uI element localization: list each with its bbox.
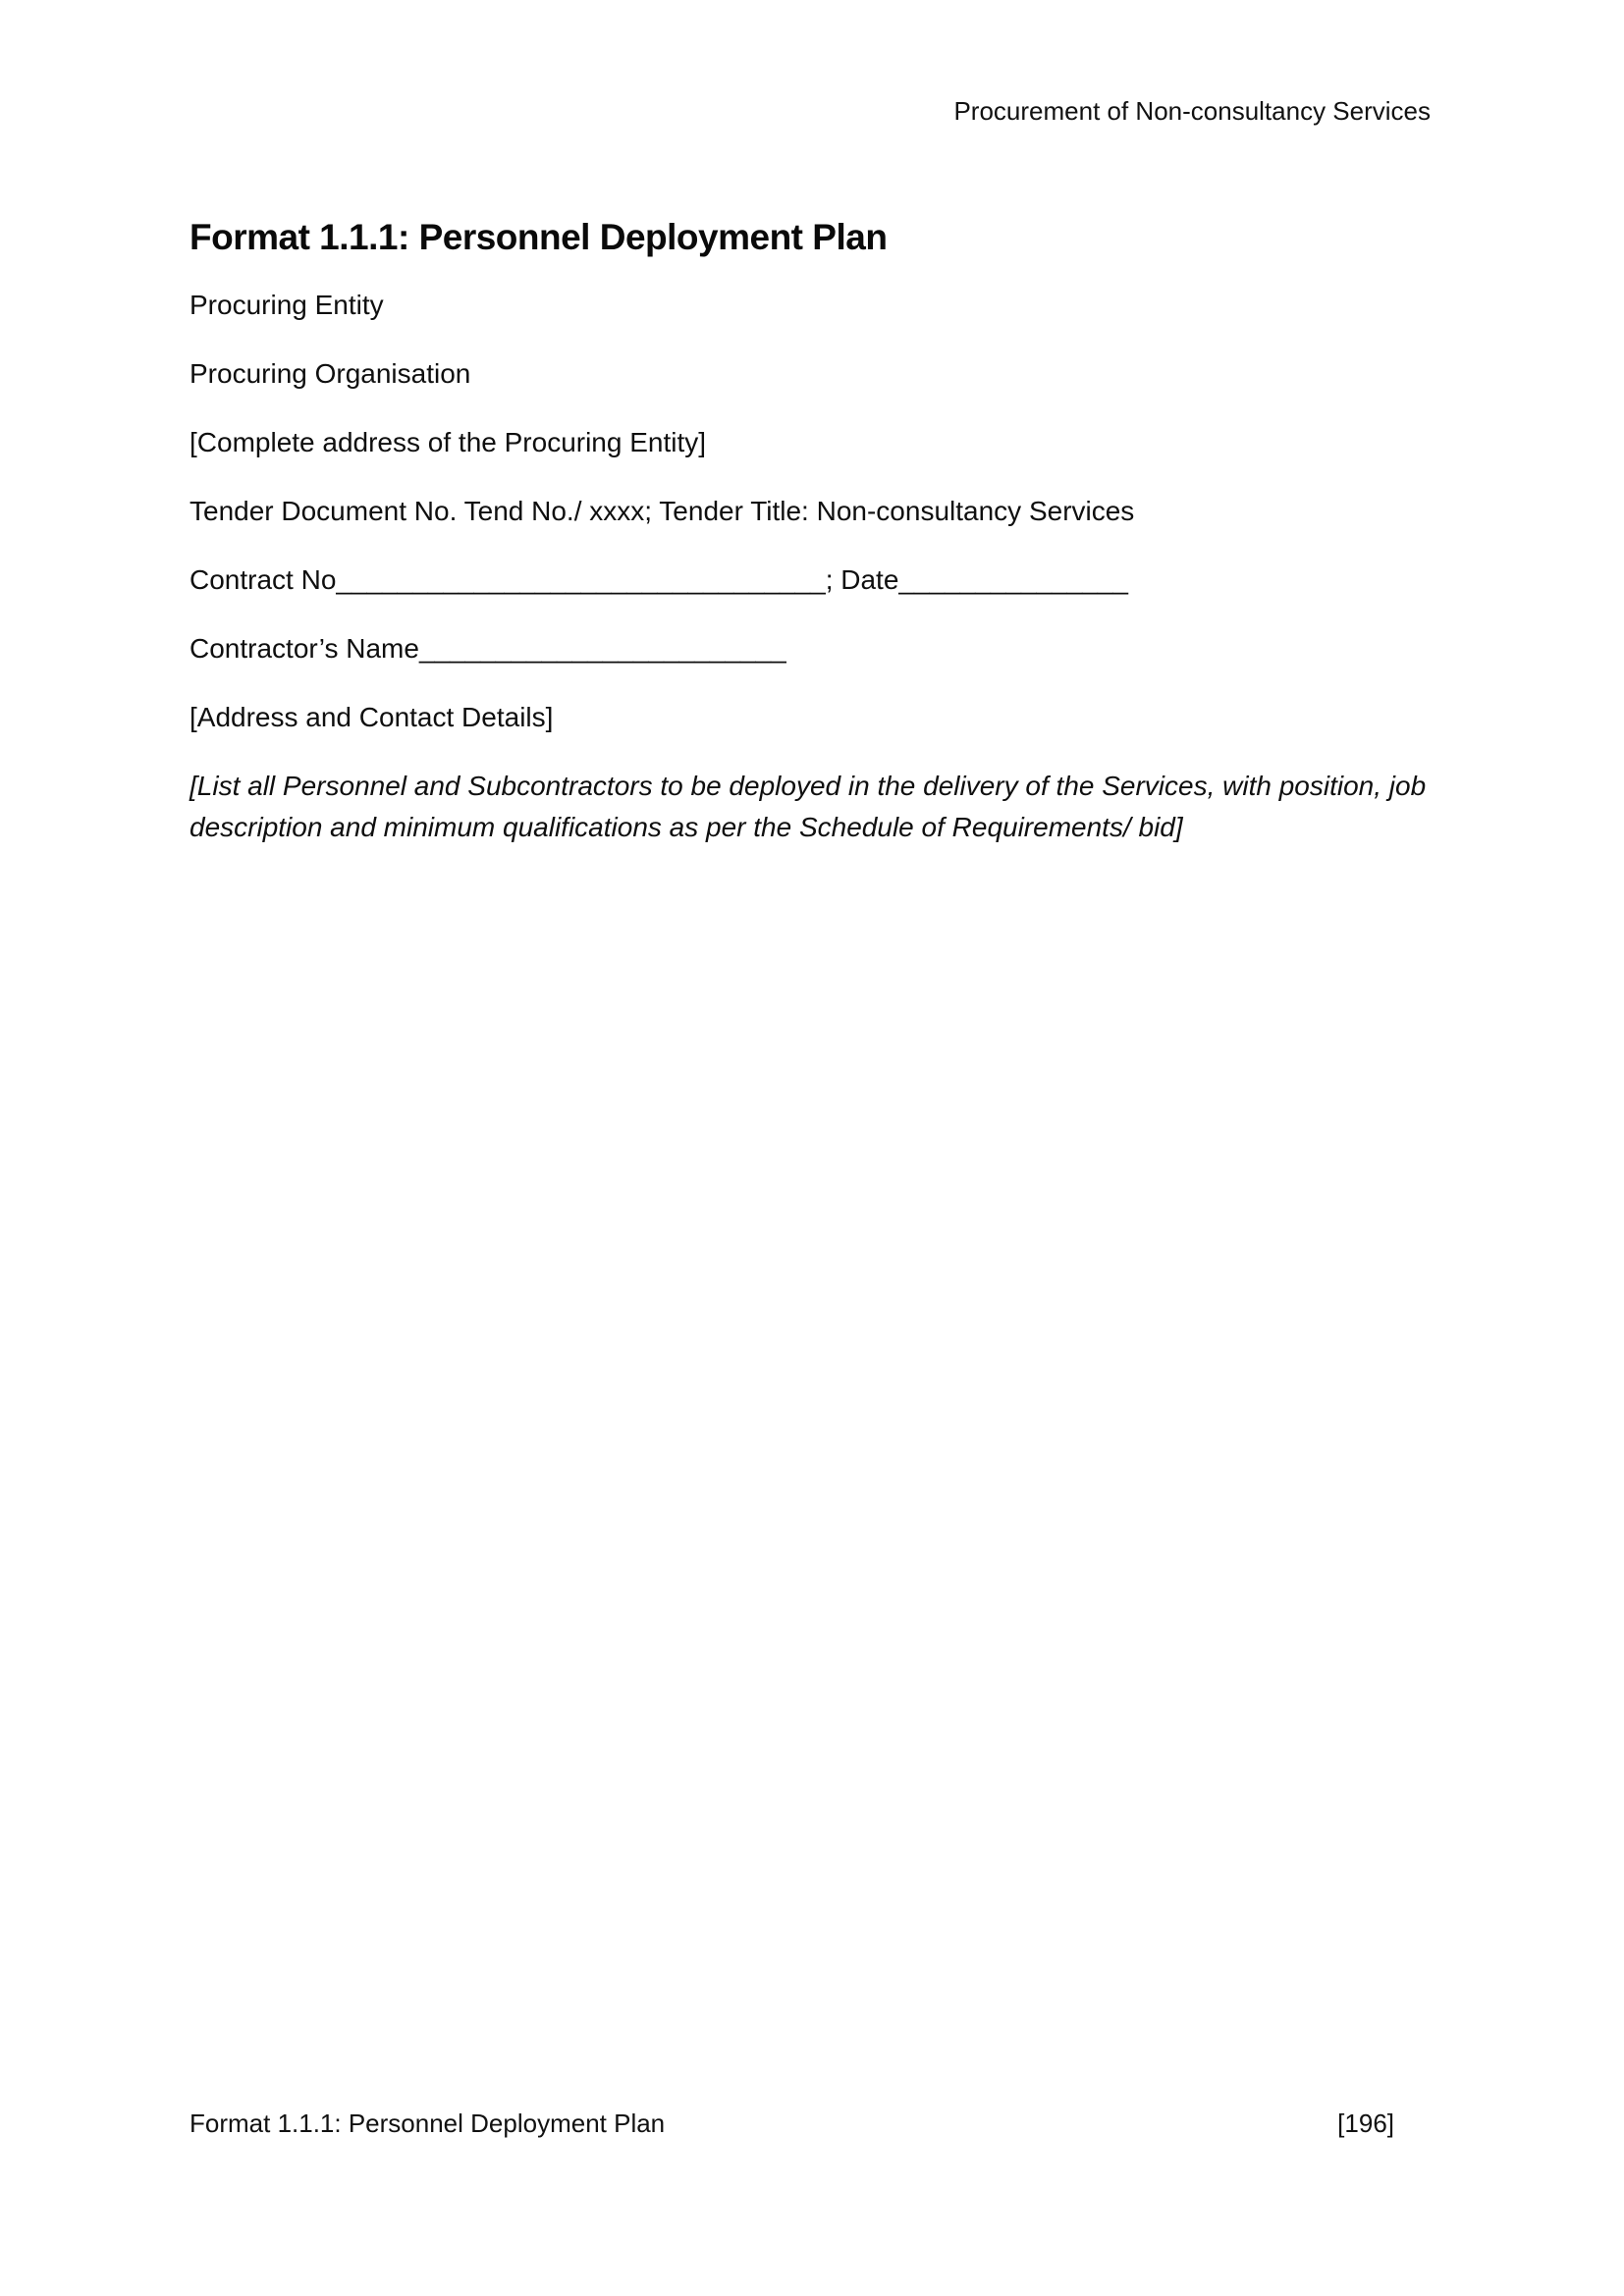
contract-no-and-date-line: Contract No________________________________; Date_______________ xyxy=(189,564,1128,595)
page-header xyxy=(189,96,1431,126)
document-body xyxy=(189,285,1431,848)
document-title: Format 1.1.1: Personnel Deployment Plan xyxy=(189,217,888,257)
page-footer xyxy=(189,2109,1431,2138)
procuring-entity-line: Procuring Entity xyxy=(189,290,384,320)
procuring-organisation-line: Procuring Organisation xyxy=(189,358,471,389)
personnel-list-instruction-note: [List all Personnel and Subcontractors to be deployed in the delivery of the Services, with position, job description and minimum qualifications as per the Schedule of Requirements/ bid] xyxy=(189,771,1427,842)
contractor-name-line: Contractor’s Name________________________ xyxy=(189,633,786,664)
procuring-entity-address-placeholder: [Complete address of the Procuring Entity] xyxy=(189,427,707,457)
page-number: [196] xyxy=(1337,2109,1394,2138)
header-text: Procurement of Non-consultancy Services xyxy=(953,96,1431,126)
address-contact-placeholder: [Address and Contact Details] xyxy=(189,702,554,732)
footer-title: Format 1.1.1: Personnel Deployment Plan xyxy=(189,2109,666,2138)
tender-document-line: Tender Document No. Tend No./ xxxx; Tender Title: Non-consultancy Services xyxy=(189,496,1135,526)
